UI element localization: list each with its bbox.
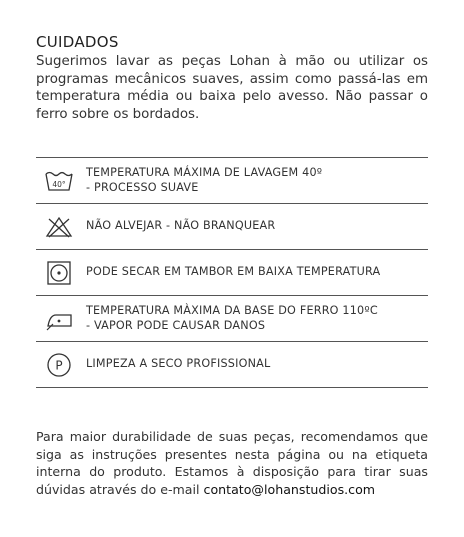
care-text bbox=[86, 219, 275, 234]
care-line: PODE SECAR EM TAMBOR EM BAIXA TEMPERATURA bbox=[86, 265, 381, 279]
intro-paragraph: Sugerimos lavar as peças Lohan à mão ou utilizar os programas mecânicos suaves, assim como passá-las em temperatura média ou baixa pelo avesso. Não passar o ferro sobre os bordados. bbox=[36, 54, 428, 122]
care-text bbox=[86, 265, 380, 280]
care-line: NÃO ALVEJAR - NÃO BRANQUEAR bbox=[86, 219, 276, 233]
care-row-iron bbox=[36, 296, 428, 342]
dry-clean-p-icon bbox=[42, 350, 76, 380]
closing-text: Para maior durabilidade de suas peças, recomendamos que siga as instruções presentes nesta página ou na etiqueta interna do produto. Estamos à disposição para tirar suas dúvidas através do e-mail bbox=[36, 429, 428, 497]
page-title: CUIDADOS bbox=[36, 33, 119, 51]
no-bleach-icon bbox=[42, 212, 76, 242]
care-line: - VAPOR PODE CAUSAR DANOS bbox=[86, 318, 266, 332]
tumble-dry-low-icon bbox=[42, 258, 76, 288]
care-line: - PROCESSO SUAVE bbox=[86, 180, 199, 194]
contact-email-link[interactable]: contato@lohanstudios.com bbox=[203, 481, 376, 497]
wash-40-icon bbox=[42, 166, 76, 196]
iron-no-steam-icon bbox=[42, 304, 76, 334]
care-line: TEMPERATURA MÀXIMA DA BASE DO FERRO 110ºC bbox=[86, 304, 378, 317]
svg-text:P: P bbox=[55, 358, 63, 372]
care-row-tumble-dry bbox=[36, 250, 428, 296]
care-line: LIMPEZA A SECO PROFISSIONAL bbox=[86, 357, 271, 371]
care-row-bleach bbox=[36, 204, 428, 250]
care-text bbox=[86, 357, 270, 372]
care-instructions-list bbox=[36, 157, 428, 388]
svg-text:40°: 40° bbox=[52, 179, 66, 189]
care-text bbox=[86, 166, 322, 195]
care-row-wash bbox=[36, 158, 428, 204]
care-line: TEMPERATURA MÁXIMA DE LAVAGEM 40º bbox=[86, 166, 323, 179]
care-row-dry-clean bbox=[36, 342, 428, 388]
closing-paragraph bbox=[36, 428, 428, 498]
care-text bbox=[86, 304, 378, 333]
